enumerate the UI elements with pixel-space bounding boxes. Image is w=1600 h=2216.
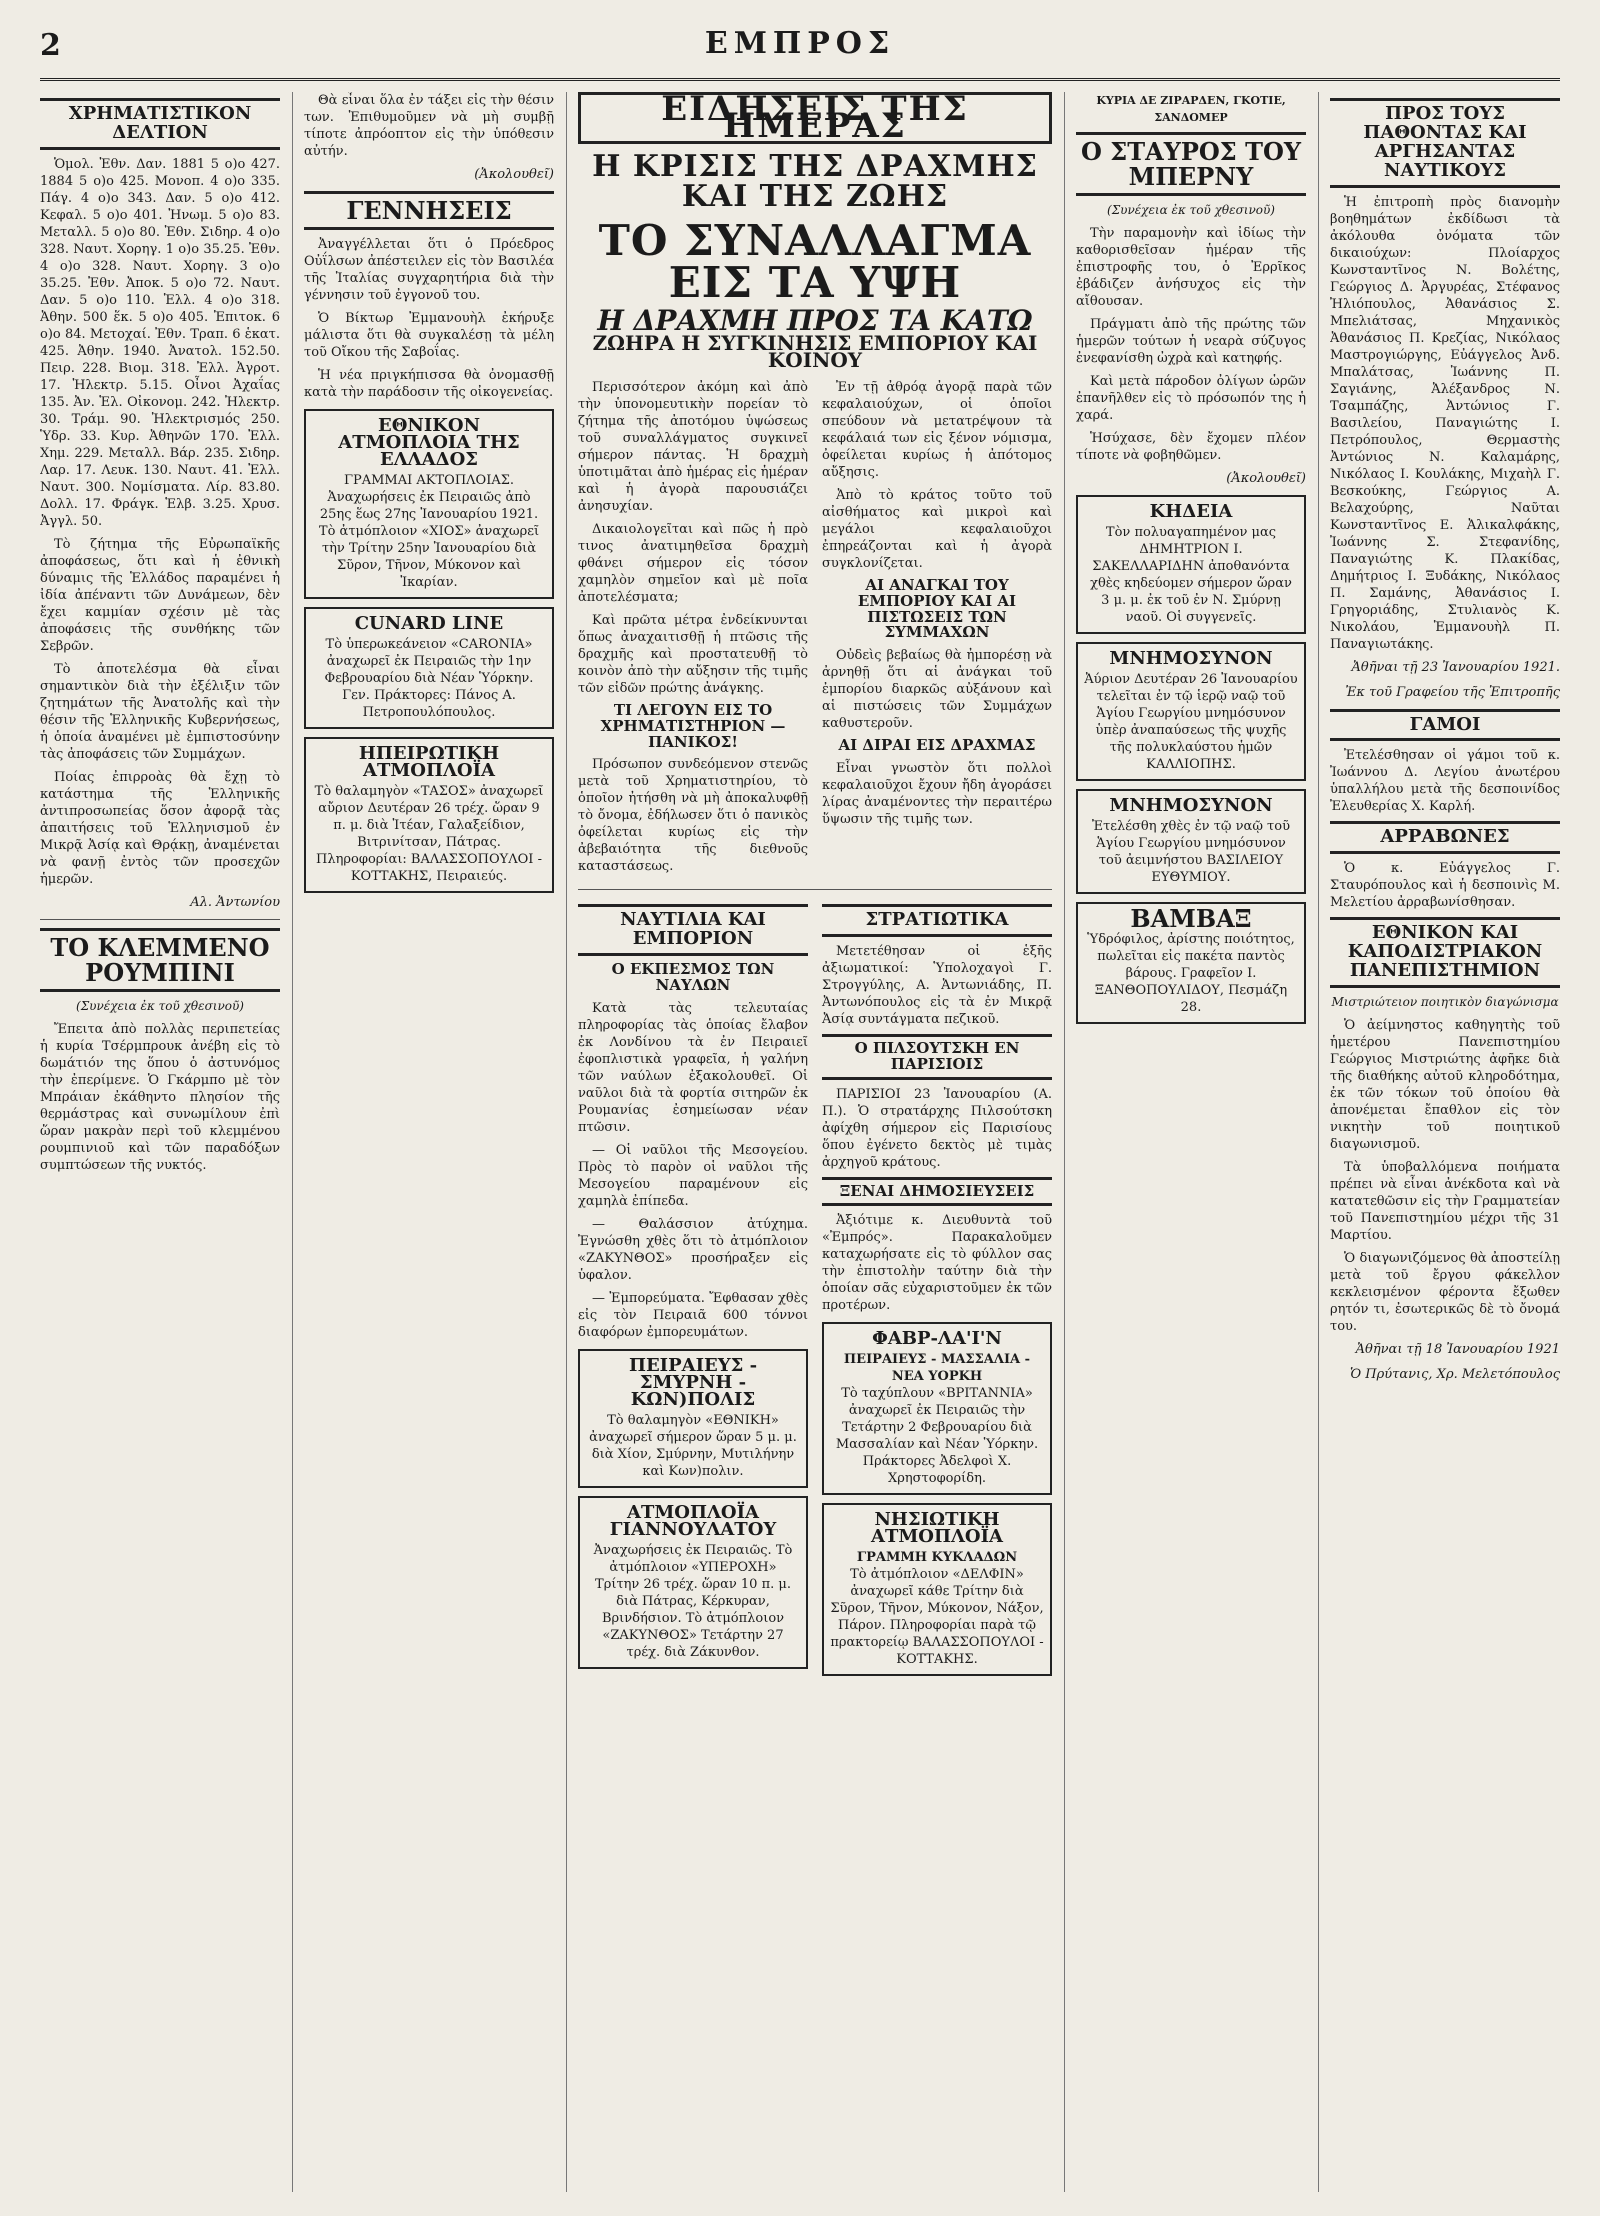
epirus-shipping-body: Τὸ θαλαμηγὸν «ΤΑΣΟΣ» ἀναχωρεῖ αὔριον Δευτέραν 26 τρέχ. ὥραν 9 π. μ. διὰ Ἰτέαν, Γαλαξείδιον, Βιτρινίτσαν, Πάτρας. Πληροφορίαι: ΒΑΛΑΣΣΟΠΟΥΛΟΙ - ΚΟΤΤΑΚΗΣ, Πειραιεύς. bbox=[314, 784, 544, 885]
headline-commerce-stirred: ΖΩΗΡΑ Η ΣΥΓΚΙΝΗΣΙΣ ΕΜΠΟΡΙΟΥ ΚΑΙ ΚΟΙΝΟΥ bbox=[592, 331, 1038, 372]
memorial-2-body: Ἐτελέσθη χθὲς ἐν τῷ ναῷ τοῦ Ἁγίου Γεωργίου μνημόσυνον τοῦ ἀειμνήστου ΒΑΣΙΛΕΙΟΥ ΕΥΘΥΜΙΟΥ. bbox=[1092, 819, 1290, 886]
center-right-paragraph-1: Ἐν τῇ ἀθρόᾳ ἀγορᾷ παρὰ τῶν κεφαλαιούχων, οἱ ὁποῖοι σπεύδουν νὰ μετατρέψουν τὰ κεφάλαιά των εἰς ξένον νόμισμα, ὀφείλεται κυρίως ἡ ἀπότομος αὔξησις. bbox=[822, 380, 1052, 480]
freight-item-1: — Οἱ ναῦλοι τῆς Μεσογείου. Πρὸς τὸ παρὸν οἱ ναῦλοι τῆς Μεσογείου παραμένουν εἰς χαμηλὰ ἐπίπεδα. bbox=[578, 1142, 808, 1209]
column-novel-notices bbox=[1076, 92, 1306, 2192]
exchange-signature: Αλ. Ἀντωνίου bbox=[190, 894, 280, 910]
piraeus-smyrna-body: Τὸ θαλαμηγὸν «ΕΘΝΙΚΗ» ἀναχωρεῖ σήμερον ὥραν 5 μ. μ. διὰ Χίον, Σμύρνην, Μυτιλήνην καὶ Κων)πολιν. bbox=[589, 1412, 797, 1479]
weddings-heading: ΓΑΜΟΙ bbox=[1330, 709, 1560, 742]
island-shipping-body: Τὸ ἀτμόπλοιον «ΔΕΛΦΙΝ» ἀναχωρεῖ κάθε Τρίτην διὰ Σῦρον, Τῆνον, Μύκονον, Νάξον, Πάρον. Πληροφορίαι παρὰ τῷ πρακτορείῳ ΒΑΛΑΣΣΟΠΟΥΛΟΙ - ΚΟΤΤΑΚΗΣ. bbox=[830, 1567, 1044, 1668]
headline-drachma-crisis: Η ΚΡΙΣΙΣ ΤΗΣ ΔΡΑΧΜΗΣ ΚΑΙ ΤΗΣ ΖΩΗΣ bbox=[592, 149, 1038, 214]
island-shipping-ad bbox=[822, 1503, 1052, 1676]
column-sailors-university bbox=[1330, 92, 1560, 2192]
center-right-paragraph-2: Ἀπὸ τὸ κράτος τοῦτο τοῦ αἰσθήματος καὶ μικροὶ καὶ μεγάλοι κεφαλαιοῦχοι ἐπηρεάζονται καὶ ἡ ἀγορὰ συγκλονίζεται. bbox=[822, 488, 1052, 571]
engagements-heading: ΑΡΡΑΒΩΝΕΣ bbox=[1330, 821, 1560, 854]
center-left-paragraph-3: Καὶ πρῶτα μέτρα ἐνδείκνυνται ὅπως ἀναχαιτισθῇ ἡ πτῶσις τῆς δραχμῆς καὶ προστατευθῇ τὸ κοινὸν ἀπὸ τὴν αὔξησιν τῆς τιμῆς τῶν εἰδῶν πρώτης ἀνάγκης. bbox=[578, 613, 808, 696]
novel-authors: ΚΥΡΙΑ ΔΕ ΖΙΡΑΡΔΕΝ, ΓΚΟΤΙΕ, ΣΑΝΔΟΜΕΡ bbox=[1096, 94, 1286, 124]
memorial-1-body: Ἀύριον Δευτέραν 26 Ἰανουαρίου τελεῖται ἐν τῷ ἱερῷ ναῷ τοῦ Ἁγίου Γεωργίου μνημόσυνον ὑπὲρ ἀναπαύσεως τῆς ψυχῆς τῆς πολυκλαύστου ἡμῶν ΚΑΛΛΙΟΠΗΣ. bbox=[1084, 672, 1298, 773]
sailors-office: Ἐκ τοῦ Γραφείου τῆς Ἐπιτροπῆς bbox=[1345, 684, 1560, 700]
piraeus-smyrna-ad bbox=[578, 1349, 808, 1488]
novel-paragraph-2: Πράγματι ἀπὸ τῆς πρώτης τῶν ἡμερῶν τούτων ἡ νεαρὰ σύζυγος ἐνεφανίσθη ὠχρὰ καὶ κατηφής. bbox=[1076, 317, 1306, 367]
island-shipping-heading: ΝΗΣΙΩΤΙΚΗ ΑΤΜΟΠΛΟΪΑ bbox=[871, 1509, 1003, 1548]
exchange-heading: ΧΡΗΜΑΤΙΣΤΙΚΟΝ ΔΕΛΤΙΟΝ bbox=[40, 98, 280, 150]
novel-subtitle: (Συνέχεια ἐκ τοῦ χθεσινοῦ) bbox=[1107, 203, 1275, 218]
memorial-2-heading: ΜΝΗΜΟΣΥΝΟΝ bbox=[1109, 795, 1273, 817]
births-paragraph-3: Ἡ νέα πριγκήπισσα θὰ ὀνομασθῇ κατὰ τὴν παράδοσιν τῆς οἰκογενείας. bbox=[304, 368, 554, 401]
cunard-ad bbox=[304, 607, 554, 729]
page-number: 2 bbox=[40, 28, 61, 63]
national-shipping-heading: ΕΘΝΙΚΟΝ ΑΤΜΟΠΛΟΙΑ ΤΗΣ ΕΛΛΑΔΟΣ bbox=[338, 415, 520, 471]
exchange-rates-text: Ὁμολ. Ἐθν. Δαν. 1881 5 ο)ο 427. 1884 5 ο)ο 425. Μονοπ. 4 ο)ο 335. Πάγ. 4 ο)ο 343. Δαν. 5 ο)ο 412. Κεφαλ. 5 ο)ο 401. Ἠνωμ. 5 ο)ο 83. Μεταλλ. 5 ο)ο 80. Ἐθν. Σιδηρ. 4 ο)ο 328. Ναυτ. Χορηγ. 1 ο)ο 35.25. Ἐθν. 4 ο)ο 328. Ναυτ. Χορηγ. 3 ο)ο 35.25. Ἐθν. Ἀποκ. 5 ο)ο 72. Ναυτ. Δαν. 5 ο)ο 110. Ἐλλ. 4 ο)ο 318. Ἀθην. 500 ἕκ. 5 ο)ο 405. Ἐπιτοκ. 6 ο)ο 84. Μετοχαί. Ἐθν. Τραπ. 6 ἑκατ. 425. Ἀθην. 1940. Ἀνατολ. 152.50. Πειρ. 228. Βιομ. 318. Ἐλλ. Ἀγροτ. 17. Ἠλεκτρ. 5.15. Οἶνοι Ἀχαΐας 135. Ἀν. Ἑλ. Οἰκονομ. 242. Ἠλεκτρ. 30. Τράμ. 90. Ἠλεκτρισμός 250. Ὑδρ. 33. Κυρ. Ἀθηνῶν 170. Ἐλλ. Χημ. 229. Μεταλλ. Βάρ. 235. Σιδηρ. Λαρ. 17. Λευκ. 130. Ναυτ. 41. Ἐλλ. Ναυτ. 300. Νομίσματα. Λίρ. 83.80. Δολλ. 17. Φράγκ. Ἑλβ. 3.25. Χρυσ. Ἀγγλ. 50. bbox=[40, 156, 280, 529]
university-paragraph-2: Τὰ ὑποβαλλόμενα ποιήματα πρέπει νὰ εἶναι ἀνέκδοτα καὶ νὰ κατατεθῶσιν εἰς τὴν Γραμματείαν τοῦ Πανεπιστημίου μέχρι τῆς 31 Μαρτίου. bbox=[1330, 1160, 1560, 1244]
giannoulatou-ad bbox=[578, 1496, 808, 1669]
masthead bbox=[40, 14, 1560, 81]
memorial-notice-2 bbox=[1076, 789, 1306, 894]
feuilleton-subtitle: (Συνέχεια ἐκ τοῦ χθεσινοῦ) bbox=[76, 999, 244, 1014]
novel-signature: (Ἀκολουθεῖ) bbox=[1226, 471, 1306, 487]
memorial-notice-1 bbox=[1076, 642, 1306, 781]
university-subtitle: Μιστριώτειον ποιητικὸν διαγώνισμα bbox=[1331, 995, 1559, 1010]
island-shipping-route: ΓΡΑΜΜΗ ΚΥΚΛΑΔΩΝ bbox=[856, 1550, 1018, 1566]
pounds-heading: ΑΙ ΔΙΡΑΙ ΕΙΣ ΔΡΑΧΜΑΣ bbox=[838, 736, 1036, 754]
university-paragraph-3: Ὁ διαγωνιζόμενος θὰ ἀποστείλῃ μετὰ τοῦ ἔργου φάκελλον κεκλεισμένον φέροντα ἔξωθεν ρητόν τι, ἐσωτερικῶς δὲ τὸ ὄνομά του. bbox=[1330, 1251, 1560, 1335]
center-left-paragraph-2: Δικαιολογεῖται καὶ πῶς ἡ πρὸ τινος ἀνατιμηθεῖσα δραχμὴ φθάνει σήμερον εἰς τόσον χαμηλὸν σημεῖον καὶ μὲ ποῖα ἀποτελέσματα; bbox=[578, 522, 808, 605]
memorial-1-heading: ΜΝΗΜΟΣΥΝΟΝ bbox=[1109, 648, 1273, 670]
giannoulatou-heading: ΑΤΜΟΠΛΟΪΑ ΓΙΑΝΝΟΥΛΑΤΟΥ bbox=[609, 1501, 777, 1540]
fabre-line-route: ΠΕΙΡΑΙΕΥΣ - ΜΑΣΣΑΛΙΑ - ΝΕΑ ΥΟΡΚΗ bbox=[843, 1352, 1031, 1385]
pilsudski-body: ΠΑΡΙΣΙΟΙ 23 Ἰανουαρίου (Α. Π.). Ὁ στρατάρχης Πιλσούτσκη ἀφίχθη σήμερον εἰς Παρισίους ὅπου ἐγένετο δεκτὸς μὲ τιμὰς ἀρχηγοῦ κράτους. bbox=[822, 1086, 1052, 1170]
engagements-body: Ὁ κ. Εὐάγγελος Γ. Σταυρόπουλος καὶ ἡ δεσποινὶς Μ. Μελετίου ἀρραβωνίσθησαν. bbox=[1330, 861, 1560, 911]
headline-exchange-high: ΤΟ ΣΥΝΑΛΛΑΓΜΑ ΕΙΣ ΤΑ ΥΨΗ bbox=[598, 216, 1032, 307]
national-shipping-ad bbox=[304, 409, 554, 599]
column-stock-exchange bbox=[40, 92, 280, 2192]
university-rector: Ὁ Πρύτανις, Χρ. Μελετόπουλος bbox=[1349, 1367, 1560, 1383]
funeral-notice bbox=[1076, 495, 1306, 634]
weddings-body: Ἐτελέσθησαν οἱ γάμοι τοῦ κ. Ἰωάννου Δ. Λεγίου ἀνωτέρου ὑπαλλήλου μετὰ τῆς δεσποινίδος Ἐλευθερίας Χ. Καρλή. bbox=[1330, 748, 1560, 815]
novel-paragraph-1: Τὴν παραμονὴν καὶ ἰδίως τὴν καθορισθεῖσαν ἡμέραν τῆς ἐπιστροφῆς του, ὁ Ἐρρῖκος ἐβάδιζεν ἀνήσυχος εἰς τὴν αἴθουσαν. bbox=[1076, 226, 1306, 310]
military-body: Μετετέθησαν οἱ ἑξῆς ἀξιωματικοί: Ὑπολοχαγοὶ Γ. Στρογγύλης, Α. Ἀντωνιάδης, Π. Ἀντωνόπουλος εἰς τὰ ἐν Μικρᾷ Ἀσίᾳ συντάγματα πεζικοῦ. bbox=[822, 944, 1052, 1028]
col2-top-signature: (Ἀκολουθεῖ) bbox=[474, 167, 554, 182]
epirus-shipping-ad bbox=[304, 737, 554, 893]
births-heading: ΓΕΝΝΗΣΕΙΣ bbox=[304, 191, 554, 230]
feuilleton-body: Ἔπειτα ἀπὸ πολλὰς περιπετείας ἡ κυρία Τσέρμπρουκ ἀνέβη εἰς τὸ δωμάτιόν της ὅπου ὁ ἀστυνόμος τὴν ἐπερίμενε. Ὁ Γκάρμπο μὲ τὸν Μπράιαν ἐκάθηντο πλησίον τῆς θερμάστρας καὶ συνωμίλουν ἐπὶ ὥραν μακρὰν περὶ τοῦ κλεμμένου ρουμπινιοῦ καὶ τῶν παραδόξων συμπτώσεων τῆς νυκτός. bbox=[40, 1022, 280, 1174]
stock-exchange-panic-body: Πρόσωπον συνδεόμενον στενῶς μετὰ τοῦ Χρηματιστηρίου, τὸ ὁποῖον ἠτήσθη νὰ μὴ ἀποκαλυφθῇ τὸ ὄνομα, ἐδήλωσεν ὅτι ὁ πανικὸς ὀφείλεται κυρίως εἰς τὴν ἀβεβαιότητα τῆς διεθνοῦς καταστάσεως. bbox=[578, 757, 808, 875]
university-paragraph-1: Ὁ ἀείμνηστος καθηγητὴς τοῦ ἡμετέρου Πανεπιστημίου Γεώργιος Μιστριώτης ἀφῆκε διὰ τῆς διαθήκης αὐτοῦ κληροδότημα, ἐκ τῶν τόκων τοῦ ὁποίου θὰ ἀπονέμεται ἔπαθλον εἰς τὸν νικητὴν τοῦ ποιητικοῦ διαγωνισμοῦ. bbox=[1330, 1018, 1560, 1153]
pilsudski-heading: Ο ΠΙΛΣΟΥΤΣΚΗ ΕΝ ΠΑΡΙΣΙΟΙΣ bbox=[822, 1034, 1052, 1080]
headline-drachma-down: Η ΔΡΑΧΜΗ ΠΡΟΣ ΤΑ ΚΑΤΩ bbox=[597, 304, 1033, 337]
piraeus-smyrna-heading: ΠΕΙΡΑΙΕΥΣ - ΣΜΥΡΝΗ - ΚΩΝ)ΠΟΛΙΣ bbox=[628, 1354, 758, 1410]
freight-decline-body: Κατὰ τὰς τελευταίας πληροφορίας τὰς ὁποίας ἔλαβον ἐκ Λονδίνου τὰ ἐν Πειραιεῖ ἐφοπλιστικὰ γραφεῖα, ἡ γαλήνη τῶν ναύλων ἐξακολουθεῖ. Οἱ ναῦλοι διὰ τὰ φορτία σιτηρῶν ἐκ Ρουμανίας ἐσημείωσαν νέαν πτῶσιν. bbox=[578, 1000, 808, 1135]
foreign-publications-body: Ἀξιότιμε κ. Διευθυντὰ τοῦ «Ἐμπρός». Παρακαλοῦμεν καταχωρήσατε εἰς τὸ φύλλον σας τὴν ἐπιστολὴν ταύτην διὰ τὴν ὁποίαν σᾶς εὐχαριστοῦμεν ἐκ τῶν προτέρων. bbox=[822, 1213, 1052, 1314]
births-paragraph-2: Ὁ Βίκτωρ Ἐμμανουὴλ ἐκήρυξε μάλιστα ὅτι θὰ συγκαλέσῃ τὰ μέλη τοῦ Οἴκου τῆς Σαβοΐας. bbox=[304, 311, 554, 361]
column-daily-news bbox=[578, 92, 1052, 2192]
commerce-needs-body: Οὐδεὶς βεβαίως θὰ ἠμπορέσῃ νὰ ἀρνηθῇ ὅτι αἱ ἀνάγκαι τοῦ ἐμπορίου διαρκῶς αὐξάνουν καὶ αἱ πιστώσεις τῶν Συμμάχων καθυστεροῦν. bbox=[822, 648, 1052, 731]
center-left-paragraph-1: Περισσότερον ἀκόμη καὶ ἀπὸ τὴν ὑπονομευτικὴν πορείαν τὸ ζήτημα τῆς ἀποτόμου ὑψώσεως τοῦ συναλλάγματος συγκινεῖ σήμερον πάντας. Ἡ δραχμὴ ὑποτιμᾶται ἀπὸ ἡμέρας εἰς ἡμέραν καὶ ἡ ἀγορὰ παρουσιάζει ἀνησυχίαν. bbox=[578, 380, 808, 514]
novel-paragraph-4: Ἡσύχασε, δὲν ἔχομεν πλέον τίποτε νὰ φοβηθῶμεν. bbox=[1076, 431, 1306, 464]
exchange-paragraph-3: Ποίας ἐπιρροὰς θὰ ἔχῃ τὸ κατάστημα τῆς Ἑλληνικῆς ἀντιπροσωπείας ὅσον ἀφορᾷ τὰς ἀπαιτήσεις τοῦ Ἑλληνισμοῦ ἐν Μικρᾷ Ἀσίᾳ καὶ Θρᾴκῃ, ἀναμένεται νὰ φανῇ ἐντὸς τῶν προσεχῶν ἡμερῶν. bbox=[40, 769, 280, 887]
col2-top-text: Θὰ εἶναι ὅλα ἐν τάξει εἰς τὴν θέσιν των. Ἐπιθυμοῦμεν νὰ μὴ συμβῇ τίποτε ἀπρόοπτον εἰς τὴν ὑπόθεσιν αὐτήν. bbox=[304, 93, 554, 159]
cunard-heading: CUNARD LINE bbox=[354, 613, 504, 635]
cunard-body: Τὸ ὑπερωκεάνειον «CARONIA» ἀναχωρεῖ ἐκ Πειραιῶς τὴν 1ην Φεβρουαρίου διὰ Νέαν Ὑόρκην. Γεν. Πράκτορες: Πάνος Α. Πετροπουλόπουλος. bbox=[324, 637, 534, 721]
column-births-shipping bbox=[304, 92, 554, 2192]
foreign-publications-heading: ΞΕΝΑΙ ΔΗΜΟΣΙΕΥΣΕΙΣ bbox=[822, 1177, 1052, 1207]
military-heading: ΣΤΡΑΤΙΩΤΙΚΑ bbox=[822, 904, 1052, 937]
sailors-date: Ἀθῆναι τῇ 23 Ἰανουαρίου 1921. bbox=[1351, 659, 1560, 675]
stock-exchange-panic-heading: ΤΙ ΛΕΓΟΥΝ ΕΙΣ ΤΟ ΧΡΗΜΑΤΙΣΤΗΡΙΟΝ — ΠΑΝΙΚΟΣ! bbox=[600, 701, 786, 751]
sailors-heading: ΠΡΟΣ ΤΟΥΣ ΠΑΘΟΝΤΑΣ ΚΑΙ ΑΡΓΗΣΑΝΤΑΣ ΝΑΥΤΙΚΟΥΣ bbox=[1330, 98, 1560, 188]
funeral-body: Τὸν πολυαγαπημένον μας ΔΗΜΗΤΡΙΟΝ Ι. ΣΑΚΕΛΛΑΡΙΔΗΝ ἀποθανόντα χθὲς κηδεύομεν σήμερον ὥραν 3 μ. μ. ἐκ τοῦ ἐν Ν. Σμύρνῃ ναοῦ. Οἱ συγγενεῖς. bbox=[1090, 525, 1292, 626]
sailors-body: Ἡ ἐπιτροπὴ πρὸς διανομὴν βοηθημάτων ἐκδίδωσι τὰ ἀκόλουθα ὀνόματα τῶν δικαιούχων: Πλοίαρχος Κωνσταντῖνος Ν. Βολέτης, Γεώργιος Δ. Ἀργυρέας, Στέφανος Ἠλιόπουλος, Ἀθανάσιος Σ. Μπελιάτσας, Μηχανικὸς Ἀθανάσιος Π. Κρεζίας, Νικόλαος Μαστρογιώργης, Εὐάγγελος Ἀνδ. Μπαλάτσας, Ἰωάννης Π. Σαγιάνης, Ἀλέξανδρος Ν. Τσαμπάζης, Ἀντώνιος Γ. Βασιλείου, Παναγιώτης Ι. Πετρόπουλος, Θερμαστὴς Ἀντώνιος Ν. Καλαμάρης, Νικόλαος Ι. Κουλάκης, Μιχαὴλ Γ. Βεσκούκης, Γεώργιος Α. Βελαχούρης, Ναῦται Κωνσταντῖνος Ε. Ἀλικαλφάκης, Ἰωάννης Σ. Στεφανίδης, Παναγιώτης Κ. Πλακίδας, Δημήτριος Ι. Ξυδάκης, Νικόλαος Π. Σαμάνης, Ἀθανάσιος Ι. Γρηγοριάδης, Στυλιανὸς Κ. Νικολάου, Ἐμμανουὴλ Π. Παναγιωτάκης. bbox=[1330, 194, 1560, 652]
commerce-needs-heading: ΑΙ ΑΝΑΓΚΑΙ ΤΟΥ ΕΜΠΟΡΙΟΥ ΚΑΙ ΑΙ ΠΙΣΤΩΣΕΙΣ ΤΩΝ ΣΥΜΜΑΧΩΝ bbox=[857, 576, 1017, 642]
cotton-body: Ὑδρόφιλος, ἀρίστης ποιότητος, πωλεῖται εἰς πακέτα παντὸς βάρους. Γραφεῖον Ι. ΞΑΝΘΟΠΟΥΛΙΔΟΥ, Πεσμάζη 28. bbox=[1087, 932, 1295, 1016]
university-heading: ΕΘΝΙΚΟΝ ΚΑΙ ΚΑΠΟΔΙΣΤΡΙΑΚΟΝ ΠΑΝΕΠΙΣΤΗΜΙΟΝ bbox=[1330, 917, 1560, 988]
novel-heading: Ο ΣΤΑΥΡΟΣ ΤΟΥ ΜΠΕΡΝΥ bbox=[1076, 132, 1306, 196]
newspaper-title: ΕΜΠΡΟΣ bbox=[704, 26, 896, 61]
funeral-heading: ΚΗΔΕΙΑ bbox=[1149, 501, 1233, 523]
shipping-commerce-heading: ΝΑΥΤΙΛΙΑ ΚΑΙ ΕΜΠΟΡΙΟΝ bbox=[578, 904, 808, 956]
cotton-heading: ΒΑΜΒΑΞ bbox=[1130, 904, 1252, 934]
feuilleton-heading: ΤΟ ΚΛΕΜΜΕΝΟ ΡΟΥΜΠΙΝΙ bbox=[40, 928, 280, 992]
novel-paragraph-3: Καὶ μετὰ πάροδον ὀλίγων ὡρῶν ἐπανῆλθεν εἰς τὸ πρόσωπόν της ἡ χαρά. bbox=[1076, 374, 1306, 424]
fabre-line-body: Τὸ ταχύπλουν «ΒΡΙΤΑΝΝΙΑ» ἀναχωρεῖ ἐκ Πειραιῶς τὴν Τετάρτην 2 Φεβρουαρίου διὰ Μασσαλίαν καὶ Νέαν Ὑόρκην. Πράκτορες Ἀδελφοὶ Χ. Χρηστοφορίδη. bbox=[835, 1386, 1039, 1487]
freight-item-2: — Θαλάσσιον ἀτύχημα. Ἐγνώσθη χθὲς ὅτι τὸ ἀτμόπλοιον «ΖΑΚΥΝΘΟΣ» προσήραξεν εἰς ὑφαλον. bbox=[578, 1216, 808, 1283]
epirus-shipping-heading: ΗΠΕΙΡΩΤΙΚΗ ΑΤΜΟΠΛΟΪΑ bbox=[358, 743, 500, 782]
fabre-line-ad bbox=[822, 1322, 1052, 1495]
pounds-body: Εἶναι γνωστὸν ὅτι πολλοὶ κεφαλαιοῦχοι ἔχουν ἤδη ἀγοράσει λίρας ἀναμένοντες τὴν περαιτέρω ὕψωσιν τῆς τιμῆς των. bbox=[822, 760, 1052, 827]
university-date: Ἀθῆναι τῇ 18 Ἰανουαρίου 1921 bbox=[1355, 1342, 1560, 1358]
freight-item-3: — Ἐμπορεύματα. Ἔφθασαν χθὲς εἰς τὸν Πειραιᾶ 600 τόννοι διαφόρων ἐμπορευμάτων. bbox=[578, 1290, 808, 1340]
exchange-paragraph-2: Τὸ ἀποτελέσμα θὰ εἶναι σημαντικὸν διὰ τὴν ἐξέλιξιν τῶν ζητημάτων τῆς Ἀνατολῆς καὶ τὴν θέσιν τῆς Ἑλληνικῆς Κυβερνήσεως, ἡ ὁποία ἀναμένει μὲ ἐμπιστοσύνην τὰς ἀποφάσεις τῶν Συμμάχων. bbox=[40, 661, 280, 762]
daily-news-banner: ΕΙΔΗΣΕΙΣ ΤΗΣ ΗΜΕΡΑΣ bbox=[578, 92, 1052, 144]
cotton-ad bbox=[1076, 902, 1306, 1024]
births-paragraph-1: Ἀναγγέλλεται ὅτι ὁ Πρόεδρος Οὐΐλσων ἀπέστειλεν εἰς τὸν Βασιλέα τῆς Ἰταλίας συγχαρητήρια διὰ τὴν γέννησιν τοῦ ἐγγονοῦ του. bbox=[304, 237, 554, 304]
national-shipping-body: ΓΡΑΜΜΑΙ ΑΚΤΟΠΛΟΙΑΣ. Ἀναχωρήσεις ἐκ Πειραιῶς ἀπὸ 25ης ἕως 27ης Ἰανουαρίου 1921. Τὸ ἀτμόπλοιον «ΧΙΟΣ» ἀναχωρεῖ τὴν Τρίτην 25ην Ἰανουαρίου διὰ Σῦρον, Τῆνον, Μύκονον καὶ Ἰκαρίαν. bbox=[318, 473, 540, 591]
freight-decline-heading: Ο ΕΚΠΕΣΜΟΣ ΤΩΝ ΝΑΥΛΩΝ bbox=[611, 960, 775, 994]
fabre-line-heading: ΦΑΒΡ-ΛΑ'Ι'Ν bbox=[872, 1328, 1002, 1350]
exchange-paragraph-1: Τὸ ζήτημα τῆς Εὐρωπαϊκῆς ἀποφάσεως, ὅτι καὶ ἡ ἐθνικὴ δύναμις τῆς Ἑλλάδος παραμένει ἡ ἰδία ἀπέναντι τῶν Δυνάμεων, δὲν ἔχει καμμίαν σχέσιν μὲ τὰς ἀποφάσεις τῆς συνθήκης τῶν Σεβρῶν. bbox=[40, 536, 280, 654]
giannoulatou-body: Ἀναχωρήσεις ἐκ Πειραιῶς. Τὸ ἀτμόπλοιον «ΥΠΕΡΟΧΗ» Τρίτην 26 τρέχ. ὥραν 10 π. μ. διὰ Πάτρας, Κέρκυραν, Βρινδήσιον. Τὸ ἀτμόπλοιον «ΖΑΚΥΝΘΟΣ» Τετάρτην 27 τρέχ. διὰ Ζάκυνθον. bbox=[593, 1542, 793, 1660]
